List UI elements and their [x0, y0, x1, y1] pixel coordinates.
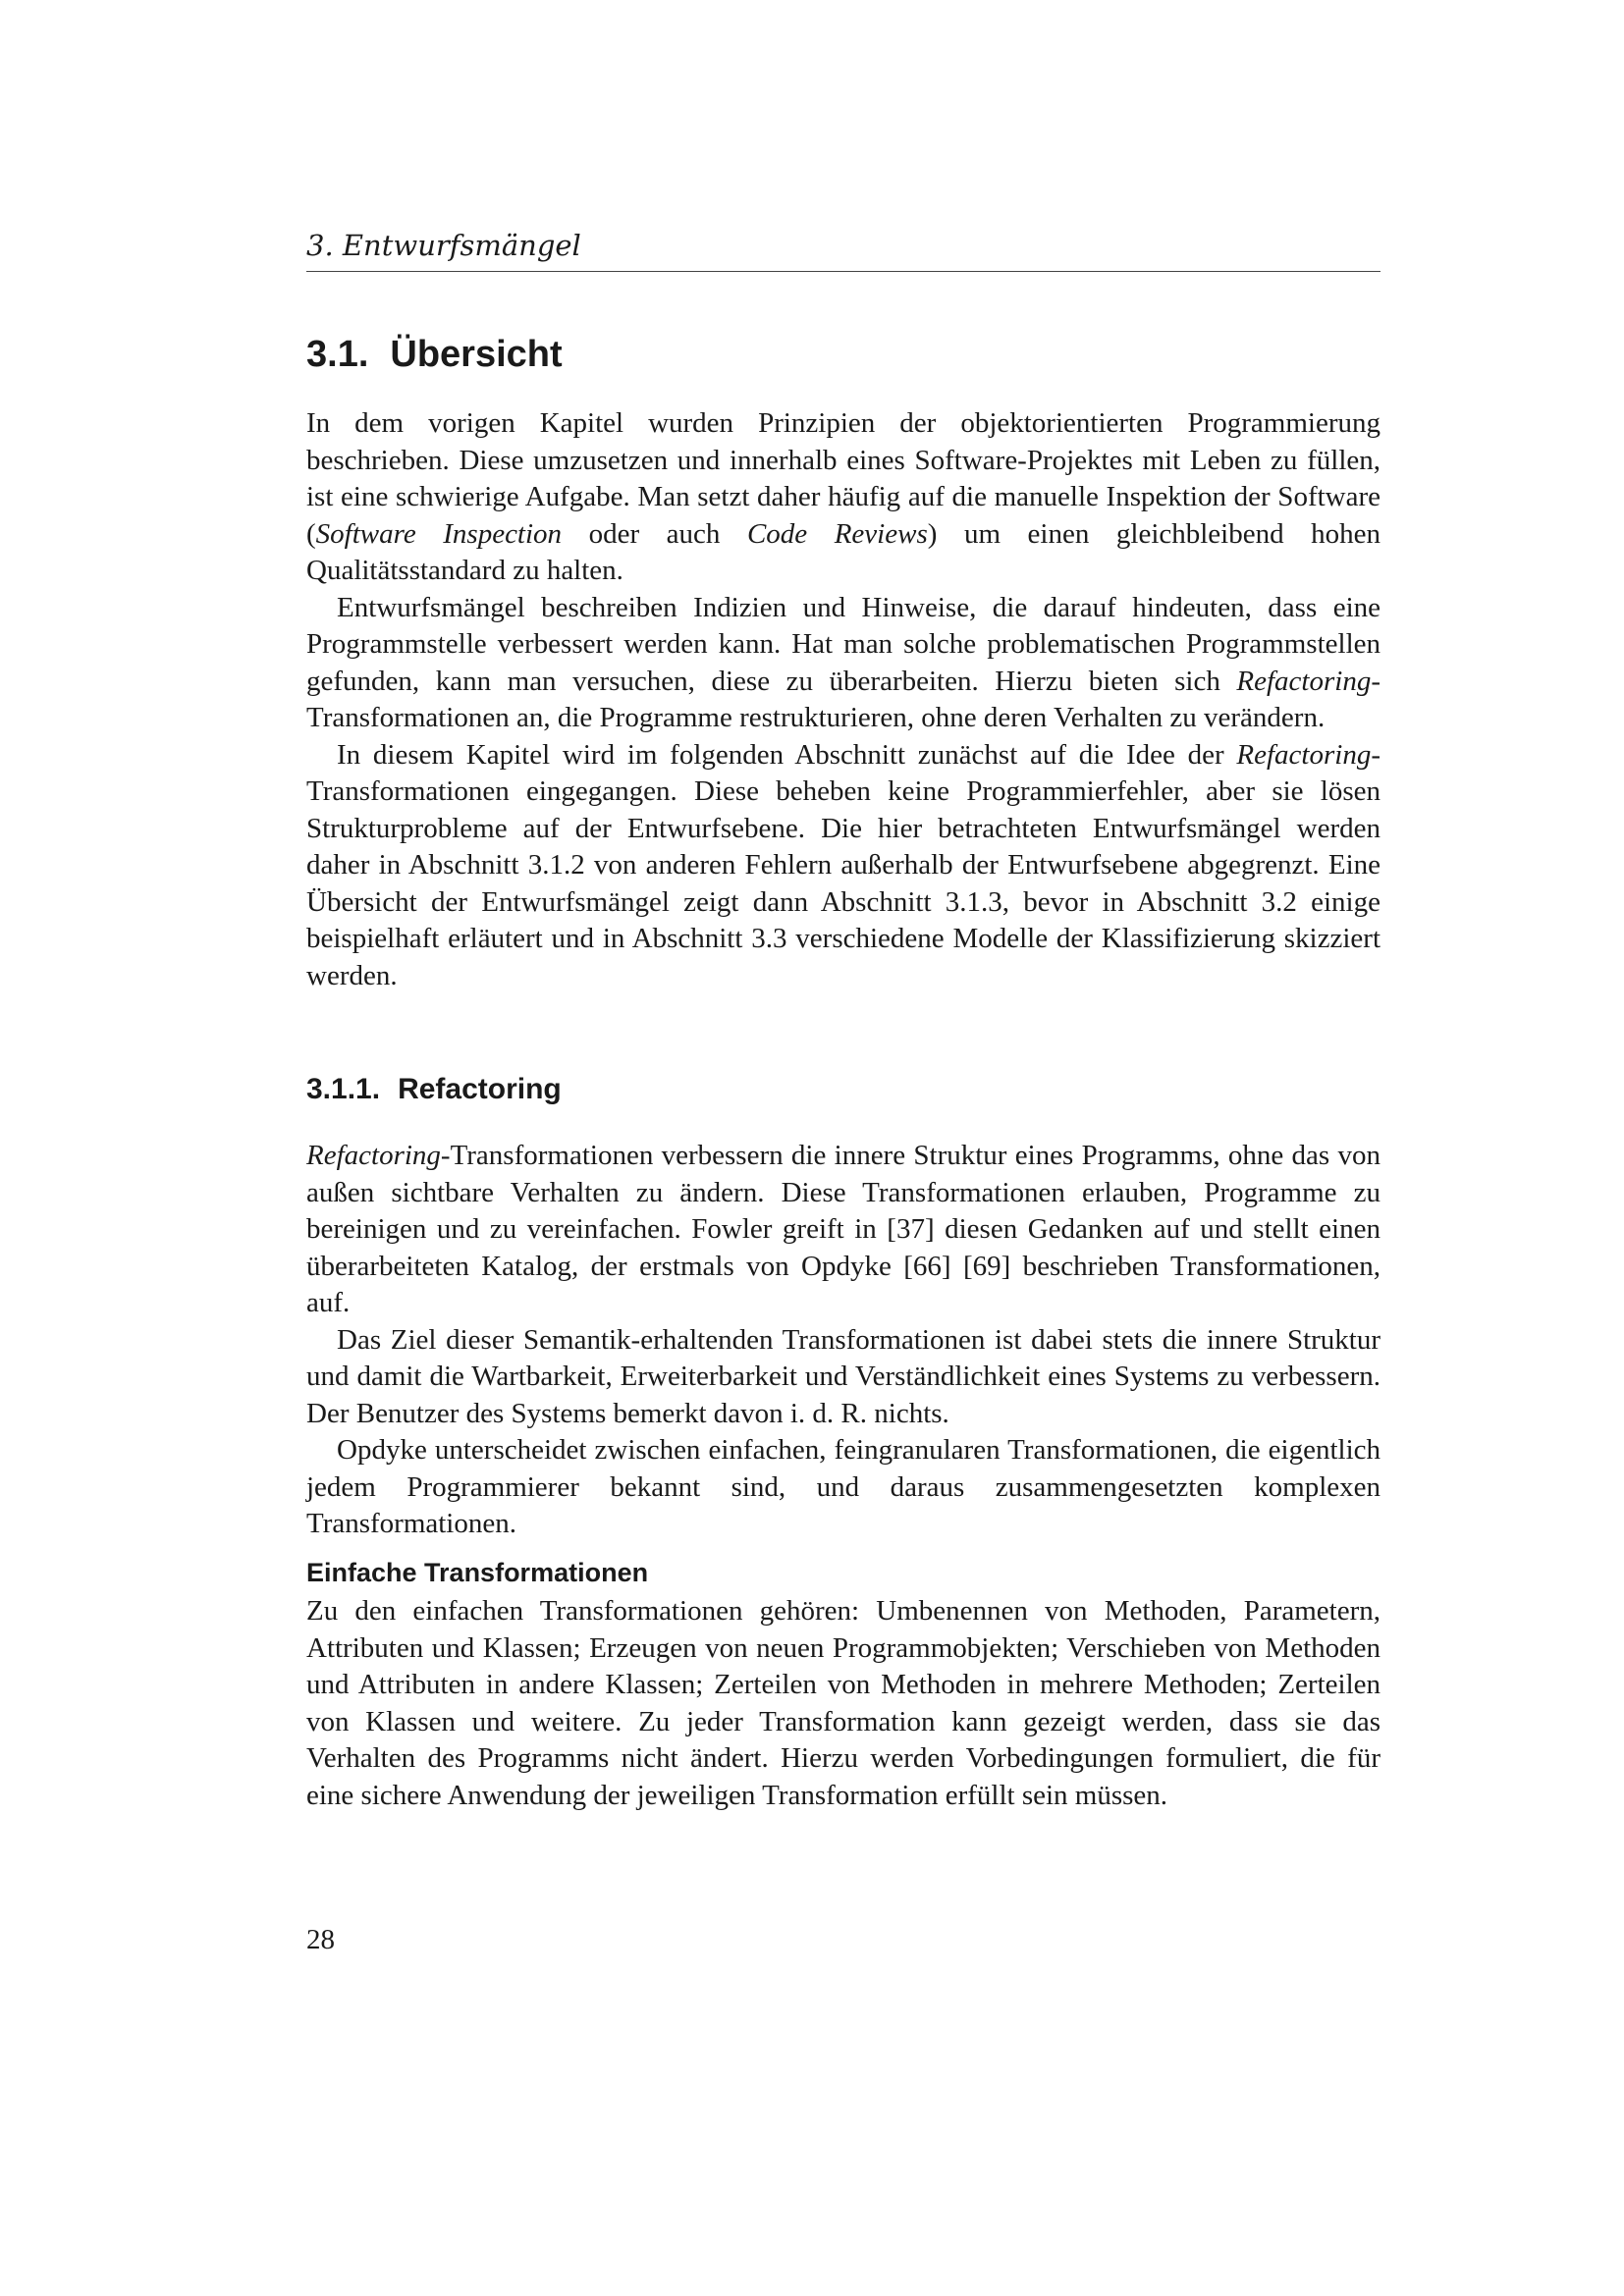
emphasis: Refactoring [1236, 665, 1372, 697]
emphasis: Code Reviews [746, 517, 928, 550]
emphasis: Refactoring [1236, 738, 1372, 771]
paragraph-heading: Einfache Transformationen [306, 1558, 649, 1587]
section-body [306, 405, 1380, 994]
paragraph: Zu den einfachen Transformationen gehören: Umbenennen von Methoden, Parametern, Attributen und Klassen; Erzeugen von neuen Programmobjekten; Verschieben von Methoden und Attributen in andere Klassen; Zerteilen von Methoden in mehrere Methoden; Zerteilen von Klassen und weitere. Zu jeder Transformation kann gezeigt werden, dass sie das Verhalten des Programms nicht ändert. Hierzu werden Vorbedingungen formuliert, die für eine sichere Anwendung der jeweiligen Transformation erfüllt sein müssen. [306, 1595, 1380, 1811]
paragraph: In dem vorigen Kapitel wurden Prinzipien der objektorientierten Programmierung beschrieben. Diese umzusetzen und innerhalb eines Software-Projektes mit Leben zu füllen, ist eine schwierige Aufgabe. Man setzt daher häufig auf die manuelle Inspektion der Software (Software Inspection oder auch Code Reviews) um einen gleichbleibend hohen Qualitätsstandard zu halten. [306, 407, 1381, 586]
page-number: 28 [306, 1924, 335, 1955]
section-title-text: Übersicht [390, 334, 563, 375]
paragraph: In diesem Kapitel wird im folgenden Abschnitt zunächst auf die Idee der Refactoring-Transformationen eingegangen. Diese beheben keine Programmierfehler, aber sie lösen Strukturprobleme auf der Entwurfsebene. Die hier betrachteten Entwurfsmängel werden daher in Abschnitt 3.1.2 von anderen Fehlern außerhalb der Entwurfsebene abgegrenzt. Eine Übersicht der Entwurfsmängel zeigt dann Abschnitt 3.1.3, bevor in Abschnitt 3.2 einige beispielhaft erläutert und in Abschnitt 3.3 verschiedene Modelle der Klassifizierung skizziert werden. [306, 738, 1380, 991]
subsection-body [306, 1138, 1380, 1543]
section-title [306, 332, 563, 377]
emphasis: Software Inspection [315, 517, 563, 550]
subsection-title [306, 1071, 562, 1108]
paragraph: Das Ziel dieser Semantik-erhaltenden Transformationen ist dabei stets die innere Struktur und damit die Wartbarkeit, Erweiterbarkeit und Verständlichkeit eines Systems zu verbessern. Der Benutzer des Systems bemerkt davon i. d. R. nichts. [306, 1323, 1380, 1429]
paragraph: Entwurfsmängel beschreiben Indizien und Hinweise, die darauf hindeuten, dass eine Programmstelle verbessert werden kann. Hat man solche problematischen Programmstellen gefunden, kann man versuchen, diese zu überarbeiten. Hierzu bieten sich Refactoring-Transformationen an, die Programme restrukturieren, ohne deren Verhalten zu verändern. [306, 591, 1380, 733]
subsection-number: 3.1.1. [306, 1073, 381, 1105]
emphasis: Refactoring [306, 1140, 441, 1171]
paragraph-section-body [306, 1593, 1380, 1814]
paragraph: Refactoring-Transformationen verbessern die innere Struktur eines Programms, ohne das von außen sichtbare Verhalten zu ändern. Diese Transformationen erlauben, Programme zu bereinigen und zu vereinfachen. Fowler greift in [37] diesen Gedanken auf und stellt einen überarbeiteten Katalog, der erstmals von Opdyke [66] [69] beschrieben Transformationen, auf. [306, 1140, 1380, 1318]
running-head: 3. Entwurfsmängel [306, 228, 1380, 272]
subsection-title-text: Refactoring [398, 1073, 562, 1105]
section-number: 3.1. [306, 334, 369, 375]
paragraph: Opdyke unterscheidet zwischen einfachen, feingranularen Transformationen, die eigentlich jedem Programmierer bekannt sind, und daraus zusammengesetzten komplexen Transformationen. [306, 1434, 1380, 1539]
